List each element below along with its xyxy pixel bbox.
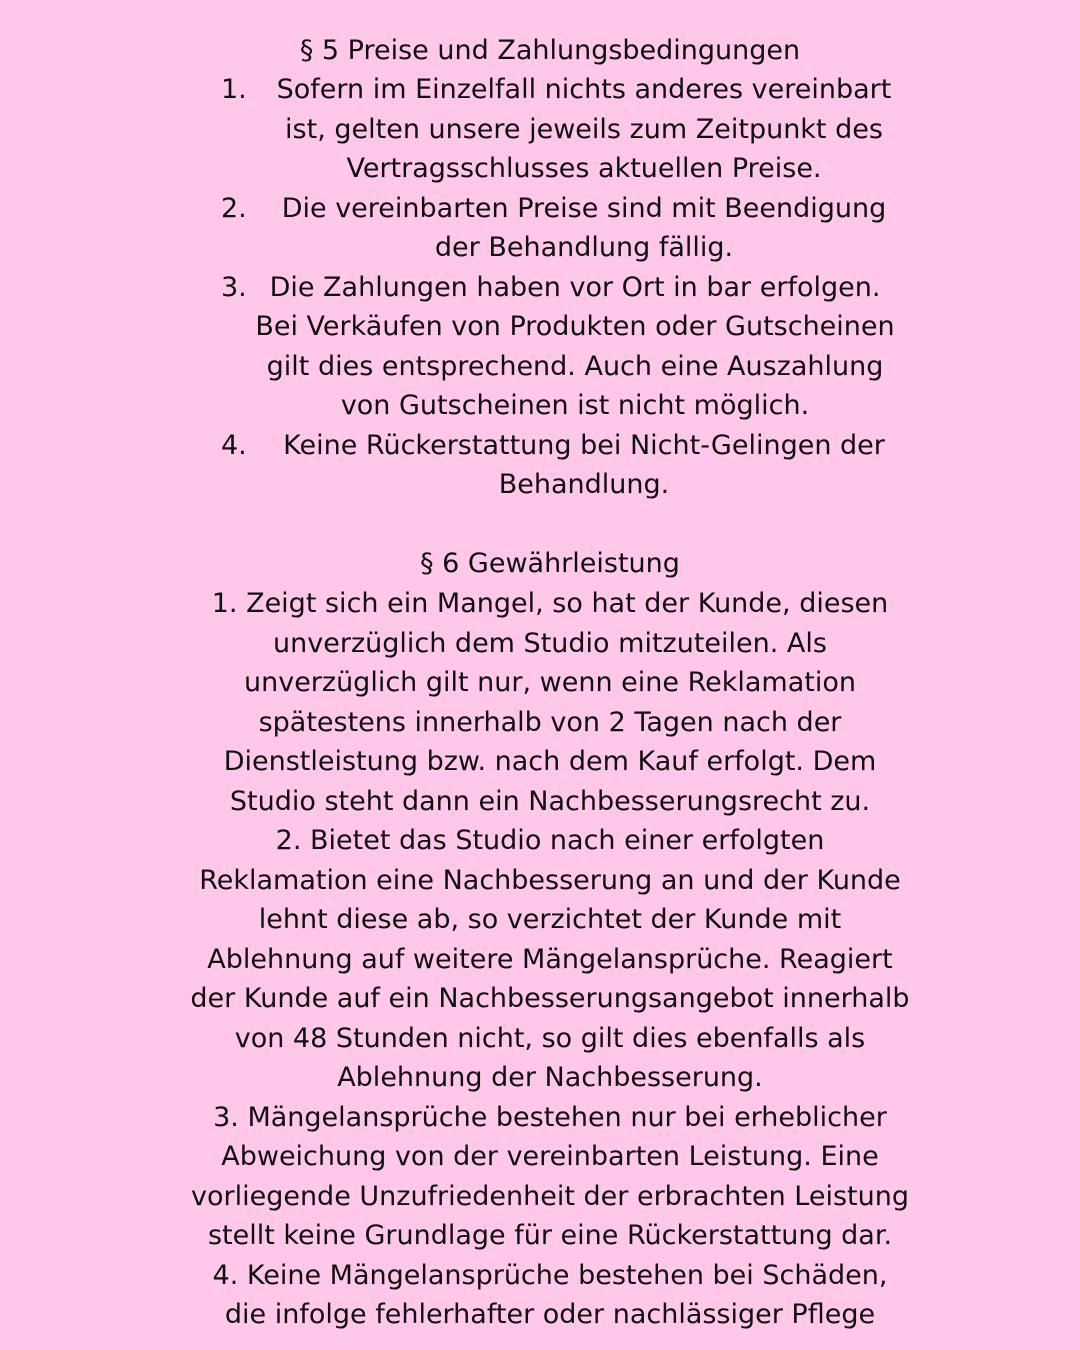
list-item-number: 3. [221,271,247,303]
list-item: 2. Bietet das Studio nach einer erfolgten Reklamation eine Nachbesserung an und der Kunde lehnt diese ab, so verzichtet der Kunde mit Ablehnung auf weitere Mängelansprüche. Reagiert der Kunde auf ein Nachbesserungsangebot innerhalb von 48 Stunden nicht, so gilt dies ebenfalls als Ablehnung der Nachbesserung. [190,825,910,1093]
list-item-text: Sofern im Einzelfall nichts anderes vereinbart ist, gelten unsere jeweils zum Zeitpunkt des Vertragsschlusses aktuellen Preise. [276,74,892,184]
list-item [221,268,901,426]
list-item-text: Die vereinbarten Preise sind mit Beendigung der Behandlung fällig. [281,192,887,263]
list-item: 1. Zeigt sich ein Mangel, so hat der Kunde, diesen unverzüglich dem Studio mitzuteilen. Als unverzüglich gilt nur, wenn eine Reklamation spätestens innerhalb von 2 Tagen nach der Dienstleistung bzw. nach dem Kauf erfolgt. Dem Studio steht dann ein Nachbesserungsrecht zu. [211,588,889,817]
list-item [221,189,901,268]
list-item-text: Die Zahlungen haben vor Ort in bar erfolgen. Bei Verkäufen von Produkten oder Gutscheinen gilt dies entsprechend. Auch eine Auszahlung von Gutscheinen ist nicht möglich. [255,271,895,421]
list-item: 4. Keine Mängelansprüche bestehen bei Schäden, die infolge fehlerhafter oder nachlässiger Pflege [212,1259,888,1330]
list-item [221,426,901,505]
list-item [221,70,901,189]
list-item: 3. Mängelansprüche bestehen nur bei erheblicher Abweichung von der vereinbarten Leistung. Eine vorliegende Unzufriedenheit der erbrachten Leistung stellt keine Grundlage für eine Rückerstattung dar. [190,1101,910,1251]
list-item-number: 2. [221,192,247,224]
list-item-number: 4. [221,429,247,461]
section-6-title: § 6 Gewährleistung [420,548,680,579]
section-5-list [221,70,901,505]
list-item-text: Keine Rückerstattung bei Nicht-Gelingen der Behandlung. [283,429,885,500]
list-item-number: 1. [221,74,247,105]
section-5-title: § 5 Preise und Zahlungsbedingungen [299,35,801,66]
section-6-list [190,584,910,1335]
